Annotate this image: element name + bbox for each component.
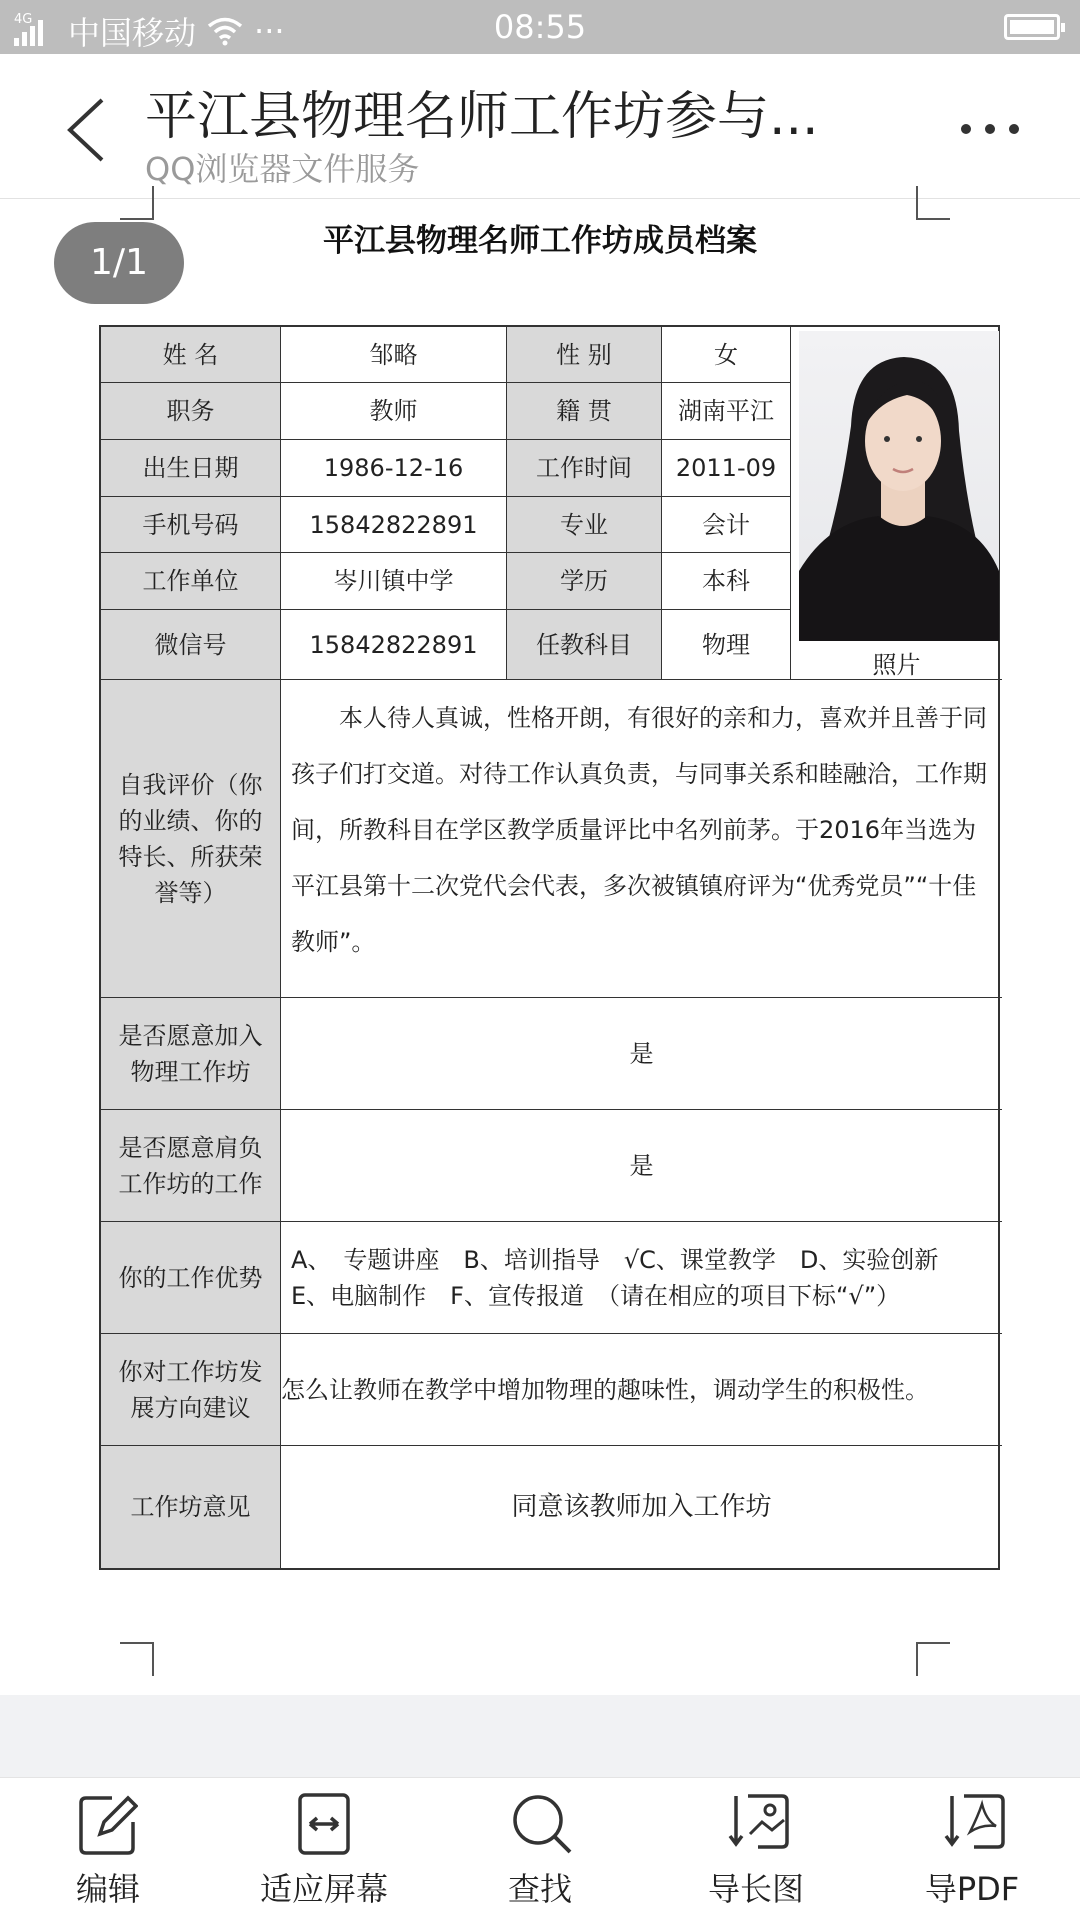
- export-pdf-label: 导PDF: [924, 1870, 1020, 1908]
- more-dot-icon: [1009, 124, 1019, 134]
- app-header: [0, 54, 1080, 199]
- fit-screen-icon: [294, 1792, 354, 1856]
- work-unit-value: 岑川镇中学: [281, 553, 507, 610]
- native-place-label: 籍 贯: [507, 383, 662, 440]
- self-evaluation-paragraph: 本人待人真诚，性格开朗，有很好的亲和力，喜欢并且善于同孩子们打交道。对待工作认真负责，与同事关系和睦融洽，工作期间，所教科目在学区教学质量评比中名列前茅。于2016年当选为平江县第十二次党代会代表，多次被镇镇府评为“优秀党员”“十佳教师”。: [291, 704, 987, 956]
- major-label: 专业: [507, 497, 662, 553]
- photo-label: 照片: [872, 651, 921, 679]
- advantage-line-2: E、电脑制作 F、宣传报道 （请在相应的项目下标“√”）: [291, 1281, 901, 1310]
- duty-value: 是: [281, 1110, 1002, 1222]
- search-icon: [510, 1792, 574, 1856]
- export-long-image-button[interactable]: [648, 1778, 864, 1921]
- member-info-table: [99, 325, 1000, 1570]
- document-viewer[interactable]: [0, 200, 1080, 1695]
- more-menu-button[interactable]: [940, 114, 1040, 144]
- phone-label: 手机号码: [101, 497, 281, 553]
- clock: 08:55: [493, 8, 587, 46]
- position-label: 职务: [101, 383, 281, 440]
- document-title: 平江县物理名师工作坊参与...: [145, 87, 819, 147]
- image-export-icon: [726, 1792, 790, 1856]
- self-evaluation-label: 自我评价（你的业绩、你的特长、所获荣誉等）: [101, 680, 281, 998]
- join-value: 是: [281, 998, 1002, 1110]
- photo-cell: [791, 327, 1002, 680]
- network-type: 4G: [14, 12, 33, 27]
- gender-value: 女: [662, 327, 791, 383]
- self-evaluation-text: [281, 680, 1002, 998]
- opinion-label: 工作坊意见: [101, 1446, 281, 1568]
- document-heading: 平江县物理名师工作坊成员档案: [323, 223, 757, 259]
- crop-mark: [120, 1642, 154, 1676]
- chevron-left-icon: [58, 94, 118, 164]
- more-dot-icon: [961, 124, 971, 134]
- work-unit-label: 工作单位: [101, 553, 281, 610]
- education-value: 本科: [662, 553, 791, 610]
- status-bar: [0, 0, 1080, 54]
- join-label: 是否愿意加入物理工作坊: [101, 998, 281, 1110]
- birth-date-label: 出生日期: [101, 440, 281, 497]
- advantage-options: [281, 1222, 1002, 1334]
- work-start-label: 工作时间: [507, 440, 662, 497]
- status-more-dots: ···: [254, 12, 285, 50]
- bottom-toolbar: [0, 1777, 1080, 1920]
- export-pdf-button[interactable]: [864, 1778, 1080, 1921]
- battery-icon: [1004, 14, 1060, 40]
- duty-label: 是否愿意肩负工作坊的工作: [101, 1110, 281, 1222]
- suggestion-value: 怎么让教师在教学中增加物理的趣味性，调动学生的积极性。: [281, 1334, 1002, 1446]
- education-label: 学历: [507, 553, 662, 610]
- opinion-value: 同意该教师加入工作坊: [511, 1491, 772, 1522]
- page-gap: [0, 1695, 1080, 1777]
- birth-date-value: 1986-12-16: [281, 440, 507, 497]
- export-long-image-label: 导长图: [707, 1870, 804, 1908]
- gender-label: 性 别: [507, 327, 662, 383]
- service-subtitle: QQ浏览器文件服务: [145, 150, 420, 188]
- position-value: 教师: [281, 383, 507, 440]
- major-value: 会计: [662, 497, 791, 553]
- edit-icon: [78, 1792, 138, 1856]
- carrier-name: 中国移动: [68, 14, 197, 52]
- subject-value: 物理: [662, 610, 791, 680]
- advantage-label: 你的工作优势: [101, 1222, 281, 1334]
- name-value: 邹略: [281, 327, 507, 383]
- edit-button[interactable]: [0, 1778, 216, 1921]
- subject-label: 任教科目: [507, 610, 662, 680]
- work-start-value: 2011-09: [662, 440, 791, 497]
- page-indicator: 1/1: [54, 222, 184, 304]
- wechat-value: 15842822891: [281, 610, 507, 680]
- find-label: 查找: [507, 1870, 572, 1908]
- member-photo: [799, 331, 999, 641]
- more-dot-icon: [985, 124, 995, 134]
- fit-screen-button[interactable]: [216, 1778, 432, 1921]
- wechat-label: 微信号: [101, 610, 281, 680]
- back-button[interactable]: [58, 94, 118, 164]
- advantage-line-1: A、 专题讲座 B、培训指导 √C、课堂教学 D、实验创新: [291, 1245, 939, 1274]
- pdf-export-icon: [942, 1792, 1006, 1856]
- suggestion-label: 你对工作坊发展方向建议: [101, 1334, 281, 1446]
- phone-value: 15842822891: [281, 497, 507, 553]
- edit-label: 编辑: [75, 1870, 140, 1908]
- native-place-value: 湖南平江: [662, 383, 791, 440]
- fit-screen-label: 适应屏幕: [259, 1870, 388, 1908]
- crop-mark: [916, 1642, 950, 1676]
- name-label: 姓 名: [101, 327, 281, 383]
- find-button[interactable]: [432, 1778, 648, 1921]
